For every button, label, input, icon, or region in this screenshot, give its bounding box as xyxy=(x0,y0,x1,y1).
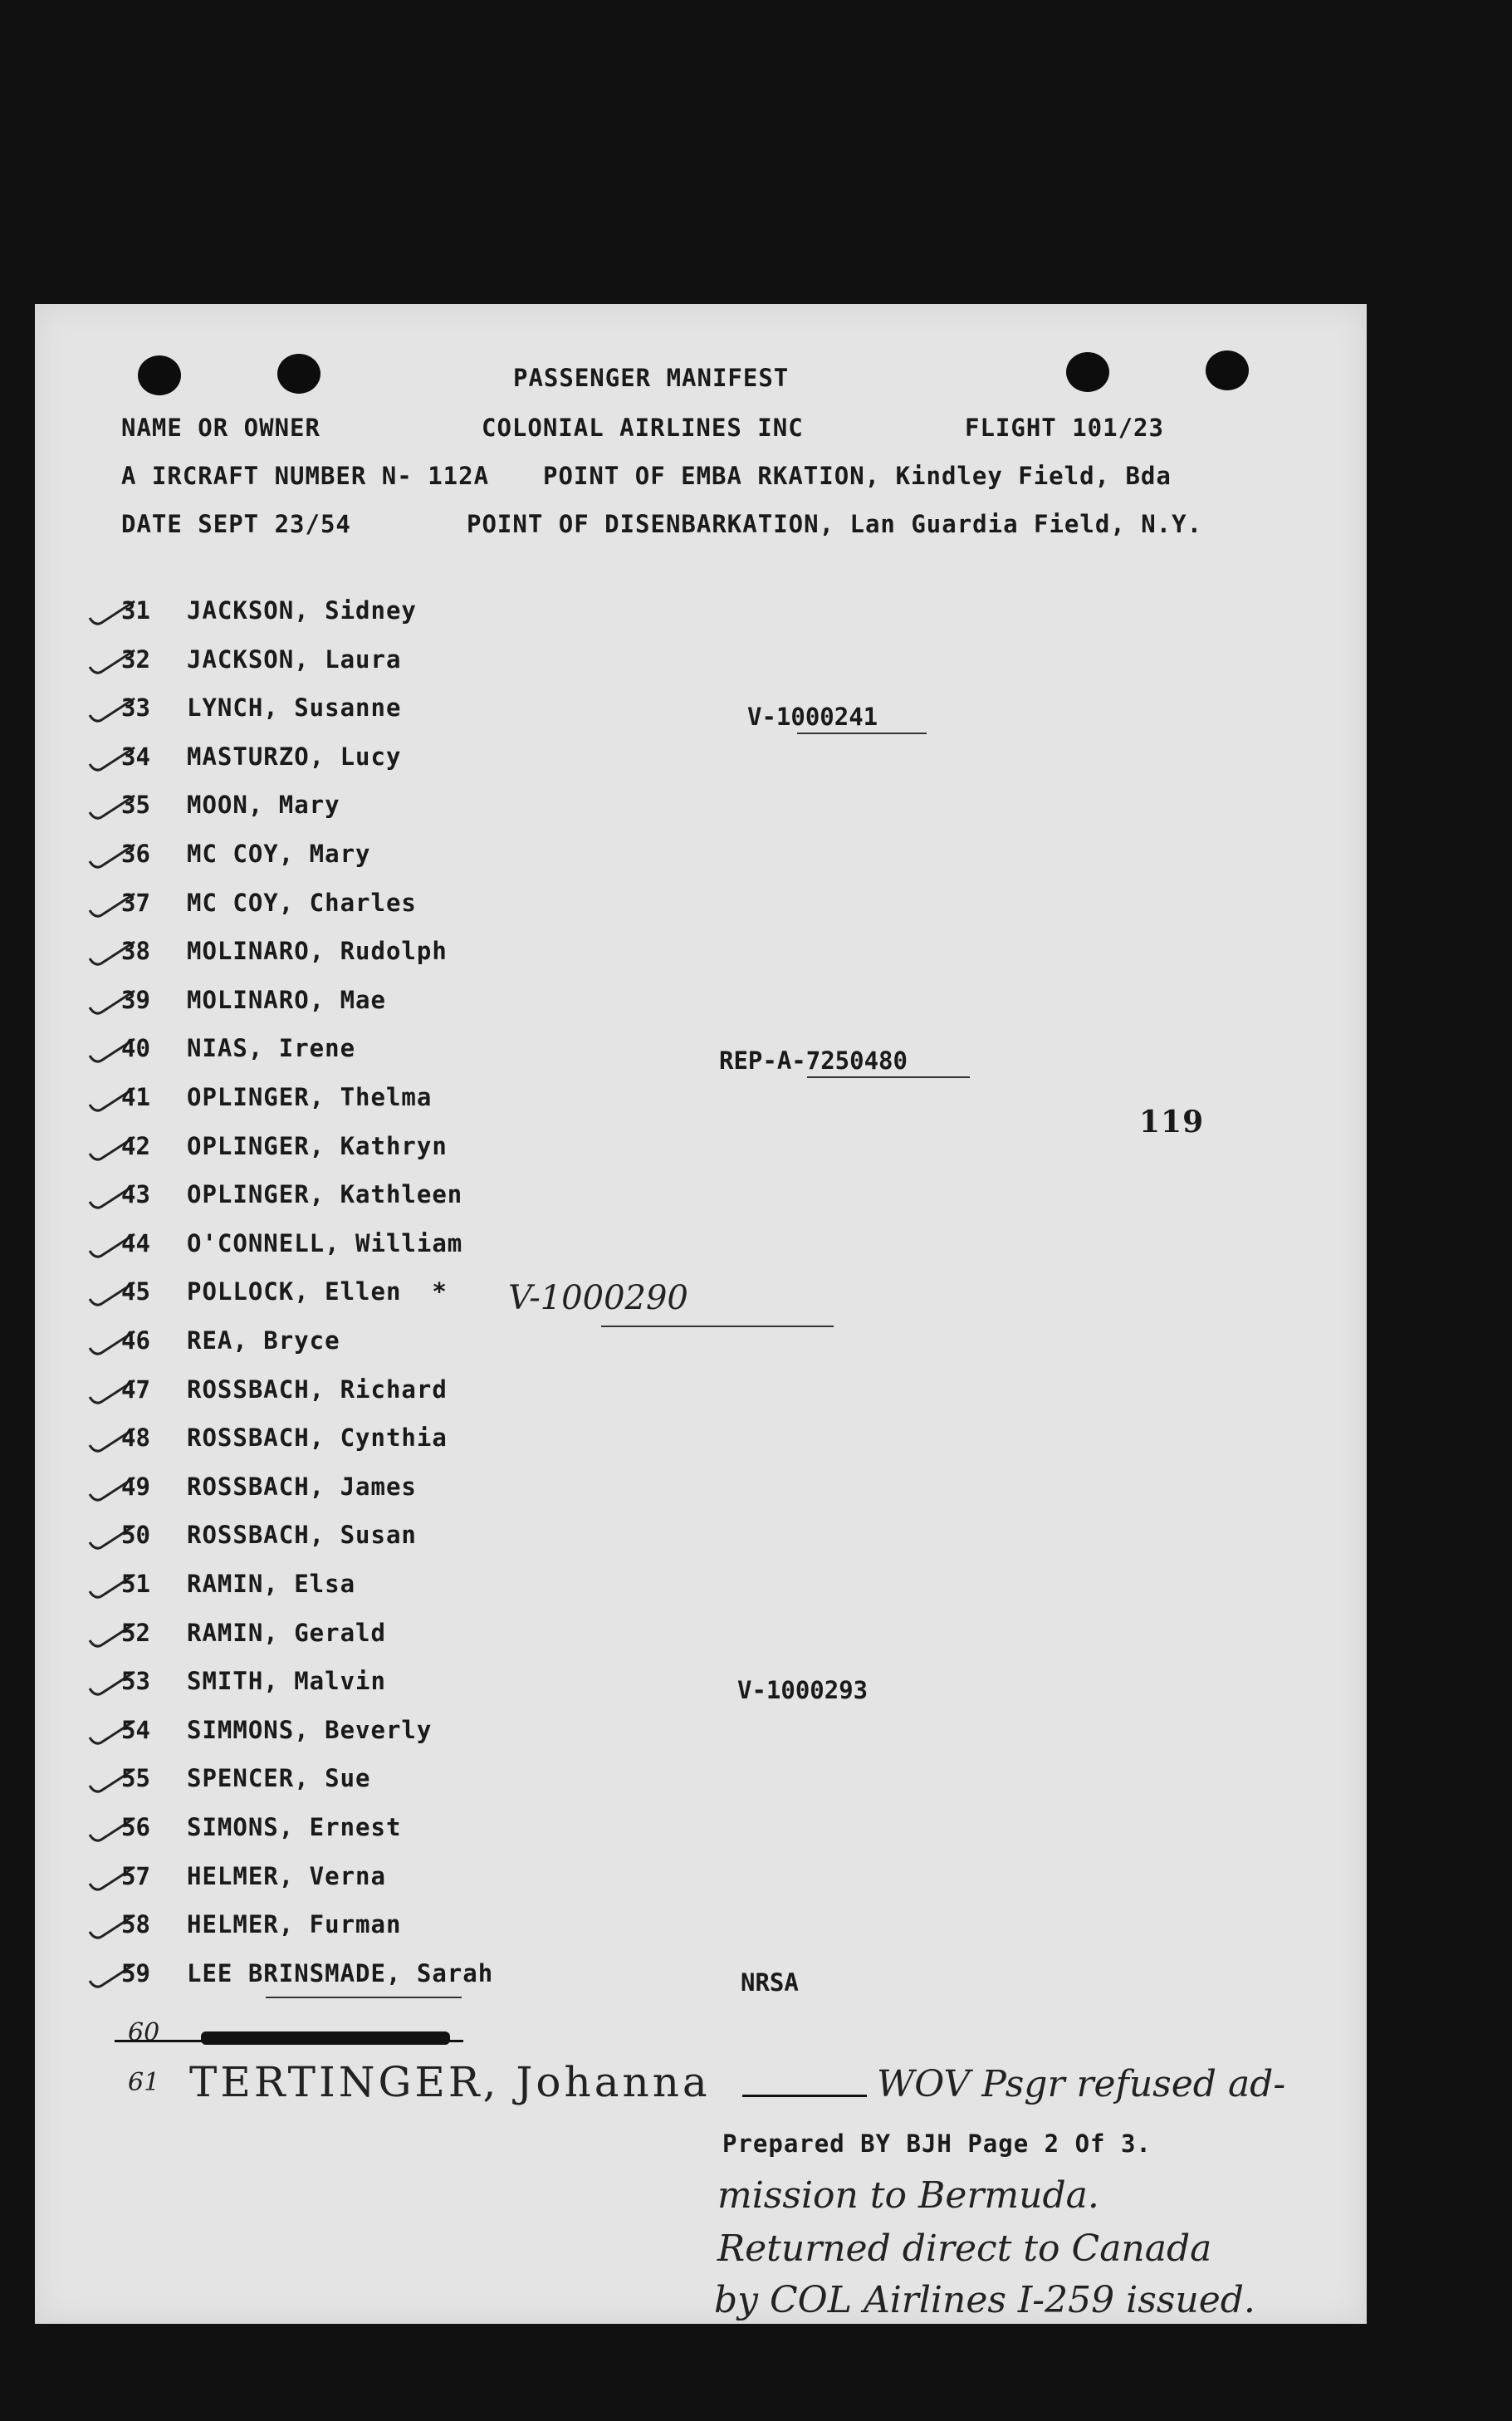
passenger-name: MC COY, Charles xyxy=(187,888,417,917)
row-number: 32 xyxy=(121,644,150,674)
punch-hole xyxy=(277,354,321,394)
row-number: 46 xyxy=(121,1326,150,1355)
passenger-name: MOLINARO, Rudolph xyxy=(187,937,448,966)
passenger-name: OPLINGER, Kathleen xyxy=(187,1180,463,1209)
passenger-name: ROSSBACH, Susan xyxy=(187,1521,417,1550)
passenger-row xyxy=(35,1326,948,1373)
row-number: 47 xyxy=(121,1375,150,1404)
passenger-name: NIAS, Irene xyxy=(187,1034,356,1063)
passenger-name: HELMER, Verna xyxy=(187,1861,386,1890)
row-number: 44 xyxy=(121,1228,150,1257)
row-number: 60 xyxy=(128,2018,160,2047)
passenger-name: SPENCER, Sue xyxy=(187,1764,371,1793)
handwritten-note-line: WOV Psgr refused ad- xyxy=(877,2063,1286,2105)
passenger-name: MC COY, Mary xyxy=(187,840,371,868)
passenger-row xyxy=(35,791,948,837)
passenger-name: SMITH, Malvin xyxy=(187,1667,386,1696)
passenger-name: JACKSON, Laura xyxy=(187,644,402,674)
row-number: 35 xyxy=(121,791,150,820)
row-number: 55 xyxy=(121,1764,150,1793)
passenger-row xyxy=(35,1570,948,1616)
passenger-row xyxy=(35,596,948,643)
manifest-page xyxy=(35,304,1367,2324)
passenger-row xyxy=(35,1764,948,1811)
passenger-row xyxy=(35,742,948,789)
passenger-name: MASTURZO, Lucy xyxy=(187,742,402,771)
row-number: 40 xyxy=(121,1034,150,1063)
handwritten-note-line: mission to Bermuda. xyxy=(717,2174,1099,2217)
reference-number: V-1000293 xyxy=(737,1676,869,1704)
punch-hole xyxy=(138,355,181,395)
passenger-name: SIMONS, Ernest xyxy=(187,1813,402,1841)
underline xyxy=(601,1326,834,1327)
passenger-name: LEE BRINSMADE, Sarah xyxy=(187,1958,494,1987)
redacted-entry xyxy=(201,2031,450,2045)
punch-hole xyxy=(1066,352,1109,392)
row-number: 36 xyxy=(121,840,150,868)
passenger-row xyxy=(35,1424,948,1470)
passenger-name: ROSSBACH, James xyxy=(187,1472,417,1501)
passenger-row xyxy=(35,937,948,983)
passenger-name: MOLINARO, Mae xyxy=(187,985,386,1014)
strike-line xyxy=(115,2040,463,2042)
prepared-by: Prepared BY BJH Page 2 Of 3. xyxy=(722,2129,1152,2158)
passenger-name: JACKSON, Sidney xyxy=(187,596,417,625)
passenger-row xyxy=(35,1910,948,1957)
row-number: 53 xyxy=(121,1667,150,1696)
reference-number: V-1000241 xyxy=(747,703,878,731)
passenger-row xyxy=(35,889,948,935)
passenger-name: ROSSBACH, Cynthia xyxy=(187,1424,448,1453)
reference-number: NRSA xyxy=(741,1968,799,1997)
owner-value: COLONIAL AIRLINES INC xyxy=(482,414,804,442)
passenger-name: OPLINGER, Kathryn xyxy=(187,1131,448,1160)
row-number: 43 xyxy=(121,1180,150,1209)
row-number: 33 xyxy=(121,693,150,723)
margin-number: 119 xyxy=(1139,1105,1205,1139)
row-number: 48 xyxy=(121,1424,150,1453)
passenger-name: REA, Bryce xyxy=(187,1326,340,1355)
owner-label: NAME OR OWNER xyxy=(121,414,321,442)
passenger-name: LYNCH, Susanne xyxy=(187,693,402,723)
passenger-row xyxy=(35,1521,948,1567)
row-number: 56 xyxy=(121,1813,150,1841)
passenger-row xyxy=(35,1619,948,1665)
passenger-name: O'CONNELL, William xyxy=(187,1228,463,1257)
passenger-row xyxy=(35,1813,948,1860)
row-number: 50 xyxy=(121,1521,150,1550)
passenger-row xyxy=(35,1862,948,1909)
row-number: 39 xyxy=(121,985,150,1014)
passenger-name: RAMIN, Gerald xyxy=(187,1618,386,1647)
reference-number: REP-A-7250480 xyxy=(719,1046,908,1075)
underline xyxy=(797,733,927,734)
row-number: 52 xyxy=(121,1618,150,1647)
row-number: 42 xyxy=(121,1131,150,1160)
row-number: 61 xyxy=(128,2068,160,2097)
row-number: 45 xyxy=(121,1277,150,1306)
passenger-name: RAMIN, Elsa xyxy=(187,1570,356,1598)
handwritten-reference: V-1000290 xyxy=(508,1279,688,1317)
passenger-row xyxy=(35,1132,948,1179)
row-number: 34 xyxy=(121,742,150,771)
underline xyxy=(807,1076,970,1078)
passenger-row xyxy=(35,1277,948,1324)
manifest-title: PASSENGER MANIFEST xyxy=(513,364,790,392)
disembarkation-point: POINT OF DISENBARKATION, Lan Guardia Field, N.Y. xyxy=(467,510,1203,538)
row-number: 38 xyxy=(121,937,150,966)
handwritten-note-line: by COL Airlines I-259 issued. xyxy=(714,2279,1255,2321)
underline xyxy=(266,1997,462,1998)
row-number: 58 xyxy=(121,1910,150,1939)
row-number: 57 xyxy=(121,1861,150,1890)
passenger-row xyxy=(35,840,948,886)
row-number: 54 xyxy=(121,1715,150,1744)
passenger-name: HELMER, Furman xyxy=(187,1910,402,1939)
passenger-row xyxy=(35,1716,948,1762)
passenger-row xyxy=(35,1083,948,1130)
manifest-date: DATE SEPT 23/54 xyxy=(121,510,351,538)
passenger-name: ROSSBACH, Richard xyxy=(187,1375,448,1404)
passenger-name: OPLINGER, Thelma xyxy=(187,1083,433,1111)
flight-number: FLIGHT 101/23 xyxy=(965,414,1164,442)
row-number: 41 xyxy=(121,1083,150,1111)
passenger-name: MOON, Mary xyxy=(187,791,340,820)
passenger-name: POLLOCK, Ellen * xyxy=(187,1277,448,1306)
handwritten-passenger-name: TERTINGER, Johanna xyxy=(189,2058,711,2106)
embarkation-point: POINT OF EMBA RKATION, Kindley Field, Bda xyxy=(543,462,1172,490)
passenger-row xyxy=(35,1180,948,1227)
passenger-row xyxy=(35,1229,948,1276)
aircraft-number: A IRCRAFT NUMBER N- 112A xyxy=(121,462,490,490)
row-number: 59 xyxy=(121,1958,150,1987)
row-number: 37 xyxy=(121,888,150,917)
passenger-row xyxy=(35,1959,948,2006)
row-number: 31 xyxy=(121,596,150,625)
passenger-row xyxy=(35,986,948,1032)
passenger-row xyxy=(35,1375,948,1422)
row-number: 49 xyxy=(121,1472,150,1501)
handwritten-note-line: Returned direct to Canada xyxy=(717,2227,1212,2270)
punch-hole xyxy=(1206,350,1249,390)
strike-line xyxy=(742,2095,867,2097)
passenger-row xyxy=(35,645,948,692)
row-number: 51 xyxy=(121,1570,150,1598)
passenger-row xyxy=(35,1473,948,1519)
passenger-name: SIMMONS, Beverly xyxy=(187,1715,433,1744)
